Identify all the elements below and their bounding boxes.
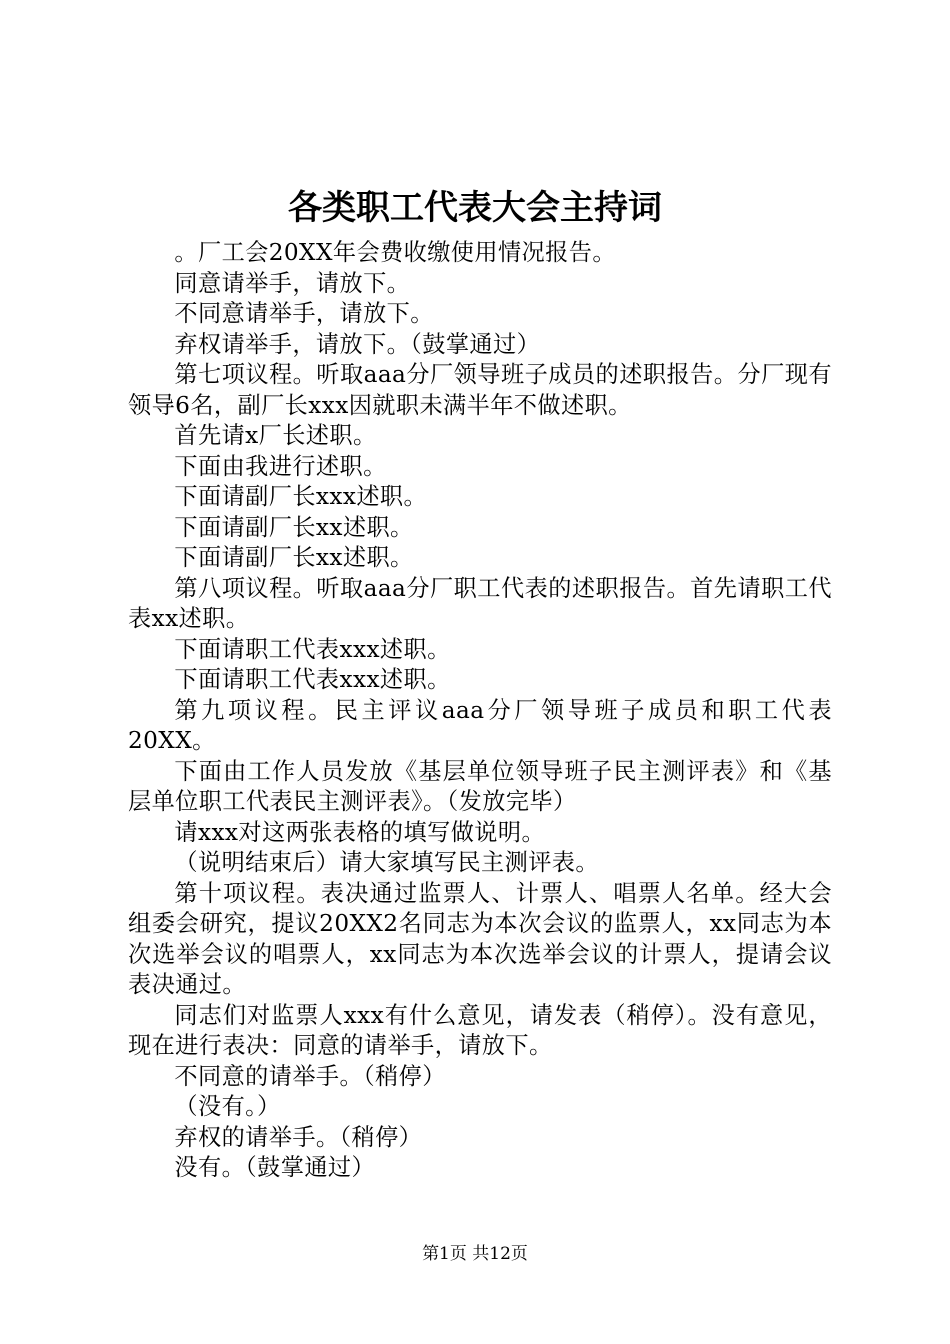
paragraph: 下面由我进行述职。 xyxy=(174,452,387,480)
paragraph: 请xxx对这两张表格的填写做说明。 xyxy=(174,818,546,846)
paragraph: 不同意的请举手。（稍停） xyxy=(174,1062,446,1090)
paragraph: 下面请副厂长xx述职。 xyxy=(174,544,414,571)
paragraph: 下面请职工代表xxx述职。 xyxy=(174,666,451,693)
paragraph: 没有。（鼓掌通过） xyxy=(174,1154,376,1181)
page-footer: 第1页 共12页 xyxy=(422,1244,528,1264)
page-title: 各类职工代表大会主持词 xyxy=(288,188,662,228)
paragraph: 弃权请举手，请放下。（鼓掌通过） xyxy=(174,330,541,358)
paragraph: 。厂工会20XX年会费收缴使用情况报告。 xyxy=(174,239,616,266)
document-body xyxy=(128,238,832,1184)
paragraph: 下面请职工代表xxx述职。 xyxy=(174,635,451,663)
paragraph: 同志们对监票人xxx有什么意见，请发表（稍停）。没有意见，现在进行表决：同意的请举手，请放下。 xyxy=(128,1001,832,1059)
paragraph: 下面请副厂长xxx述职。 xyxy=(174,483,428,510)
paragraph: 同意请举手，请放下。 xyxy=(174,269,411,297)
paragraph: 第七项议程。听取aaa分厂领导班子成员的述职报告。分厂现有领导6名，副厂长xxx因就职未满半年不做述职。 xyxy=(128,361,832,419)
paragraph: 下面请副厂长xx述职。 xyxy=(174,513,414,541)
paragraph: 第九项议程。民主评议aaa分厂领导班子成员和职工代表20XX。 xyxy=(128,696,832,754)
paragraph: （没有。） xyxy=(174,1093,281,1120)
paragraph: 第八项议程。听取aaa分厂职工代表的述职报告。首先请职工代表xx述职。 xyxy=(128,574,832,632)
paragraph: 首先请x厂长述职。 xyxy=(174,422,377,449)
paragraph: 下面由工作人员发放《基层单位领导班子民主测评表》和《基层单位职工代表民主测评表》。（发放完毕） xyxy=(128,757,832,815)
paragraph: 不同意请举手，请放下。 xyxy=(174,300,434,327)
paragraph: 弃权的请举手。（稍停） xyxy=(174,1123,423,1151)
paragraph: （说明结束后）请大家填写民主测评表。 xyxy=(174,849,599,876)
paragraph: 第十项议程。表决通过监票人、计票人、唱票人名单。经大会组委会研究，提议20XX2名同志为本次会议的监票人，xx同志为本次选举会议的唱票人，xx同志为本次选举会议的计票人，提请会议表决通过。 xyxy=(128,879,832,998)
